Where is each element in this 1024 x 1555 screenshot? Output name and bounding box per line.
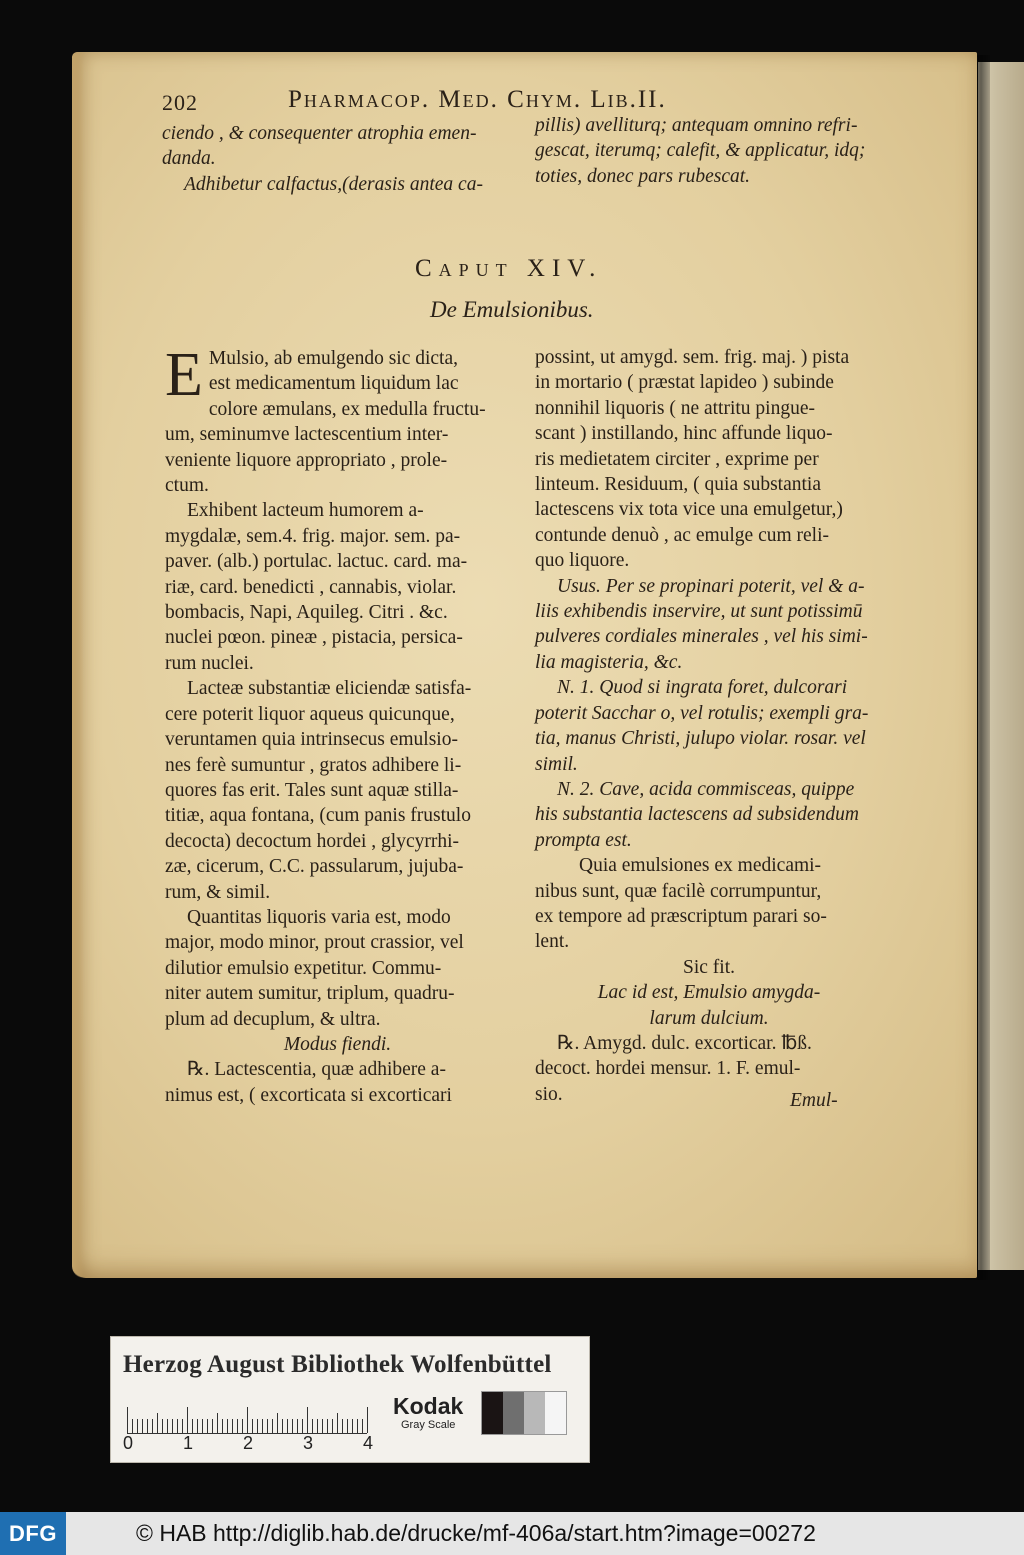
ruler-tick	[222, 1419, 223, 1433]
library-name: Herzog August Bibliothek Wolfenbüttel	[123, 1351, 552, 1378]
chapter-title: Caput XIV.	[415, 255, 603, 282]
text-line: ctum.	[165, 475, 209, 497]
ruler-number: 4	[363, 1433, 374, 1453]
text-line: danda.	[162, 148, 216, 170]
text-line: decocta) decoctum hordei , glycyrrhi-	[165, 830, 459, 852]
ruler-tick	[227, 1419, 228, 1433]
text-line: colore æmulans, ex medulla fructu-	[208, 398, 486, 420]
text-line: N. 2. Cave, acida commisceas, quippe	[557, 778, 855, 800]
section-heading: Sic fit.	[683, 956, 735, 978]
running-title: Pharmacop. Med. Chym. Lib.II.	[288, 86, 667, 113]
text-line: toties, donec pars rubescat.	[535, 165, 751, 187]
ruler-tick	[147, 1419, 148, 1433]
text-line: bombacis, Napi, Aquileg. Citri . &c.	[165, 602, 448, 624]
drop-cap: E	[165, 341, 203, 409]
ruler-tick	[317, 1419, 318, 1433]
text-line: riæ, card. benedicti , cannabis, violar.	[165, 576, 457, 598]
text-line: gescat, iterumq; calefit, & applicatur, idq;	[535, 140, 866, 162]
ruler-tick	[332, 1419, 333, 1433]
recipe-title: Lac id est, Emulsio amygda-	[597, 982, 821, 1004]
ruler-tick	[127, 1407, 128, 1433]
text-line: decoct. hordei mensur. 1. F. emul-	[535, 1058, 801, 1080]
gray-swatch	[524, 1392, 545, 1434]
text-line: niter autem sumitur, triplum, quadru-	[165, 983, 455, 1005]
page-edge	[72, 52, 84, 1278]
catchword: Emul-	[790, 1090, 838, 1111]
text-line: Lacteæ substantiæ eliciendæ satisfa-	[187, 678, 472, 700]
text-line: ℞. Lactescentia, quæ adhibere a-	[187, 1059, 446, 1081]
text-line: Exhibent lacteum humorem a-	[187, 500, 424, 522]
text-line: Adhibetur calfactus,(derasis antea ca-	[184, 173, 483, 195]
footer-credit-url[interactable]: © HAB http://diglib.hab.de/drucke/mf-406a/start.htm?image=00272	[136, 1520, 816, 1546]
ruler-tick	[132, 1419, 133, 1433]
text-line: nonnihil liquoris ( ne attritu pingue-	[535, 397, 815, 419]
ruler-tick	[167, 1419, 168, 1433]
ruler-tick	[177, 1419, 178, 1433]
text-line: veruntamen quia intrinsecus emulsio-	[165, 729, 458, 751]
ruler-tick	[197, 1419, 198, 1433]
text-line: simil.	[535, 753, 578, 775]
text-line: major, modo minor, prout crassior, vel	[165, 932, 464, 954]
ruler-tick	[257, 1419, 258, 1433]
ruler-tick	[347, 1419, 348, 1433]
ruler-tick	[287, 1419, 288, 1433]
ruler-tick	[302, 1419, 303, 1433]
ruler-number: 1	[183, 1433, 194, 1453]
gray-swatch	[482, 1392, 503, 1434]
text-line: plum ad decuplum, & ultra.	[165, 1008, 381, 1030]
text-line: est medicamentum liquidum lac	[208, 373, 459, 395]
ruler-tick	[262, 1419, 263, 1433]
ruler-tick	[352, 1419, 353, 1433]
ruler-tick	[202, 1419, 203, 1433]
gray-swatch	[503, 1392, 524, 1434]
text-line: um, seminumve lactescentium inter-	[165, 424, 449, 446]
text-line: rum nuclei.	[165, 652, 254, 674]
ruler-tick	[182, 1419, 183, 1433]
dfg-logo[interactable]: DFG	[0, 1512, 66, 1555]
text-line: sio.	[535, 1083, 563, 1105]
text-line: mygdalæ, sem.4. frig. major. sem. pa-	[165, 525, 461, 547]
right-column	[535, 345, 883, 1107]
text-line: poterit Sacchar o, vel rotulis; exempli gra-	[535, 702, 869, 724]
footer-bar	[0, 1512, 1024, 1555]
ruler-tick	[307, 1407, 308, 1433]
text-line: quo liquore.	[535, 550, 630, 572]
text-line: in mortario ( præstat lapideo ) subinde	[535, 372, 834, 394]
ruler-tick	[157, 1413, 158, 1433]
ruler-tick	[252, 1419, 253, 1433]
left-column	[165, 341, 510, 1108]
ruler-tick	[207, 1419, 208, 1433]
ruler-tick	[142, 1419, 143, 1433]
ruler-tick	[357, 1419, 358, 1433]
ruler-tick	[337, 1413, 338, 1433]
ruler-tick	[272, 1419, 273, 1433]
ruler-tick	[162, 1419, 163, 1433]
text-line: veniente liquore appropriato , prole-	[165, 449, 448, 471]
text-line: Usus. Per se propinari poterit, vel & a-	[557, 575, 865, 597]
text-line: nimus est, ( excorticata si excorticari	[165, 1084, 452, 1106]
ruler-number: 3	[303, 1433, 314, 1453]
text-line: contunde denuò , ac emulge cum reli-	[535, 524, 830, 546]
ruler-tick	[172, 1419, 173, 1433]
gray-scale-swatches	[481, 1391, 567, 1435]
text-line: Quantitas liquoris varia est, modo	[187, 906, 451, 928]
ruler-tick	[297, 1419, 298, 1433]
text-line: N. 1. Quod si ingrata foret, dulcorari	[557, 677, 848, 699]
text-line: scant ) instillando, hinc affunde liquo-	[535, 423, 833, 445]
ruler-tick	[232, 1419, 233, 1433]
ruler-tick	[137, 1419, 138, 1433]
gray-scale-label: Gray Scale	[401, 1419, 456, 1431]
library-label-card	[110, 1336, 590, 1463]
text-line: ciendo , & consequenter atrophia emen-	[162, 123, 477, 144]
gray-swatch	[545, 1392, 566, 1434]
ruler-tick	[247, 1407, 248, 1433]
ruler-tick	[282, 1419, 283, 1433]
text-line: Mulsio, ab emulgendo sic dicta,	[208, 348, 458, 369]
text-line: nes ferè sumuntur , gratos adhibere li-	[165, 754, 462, 776]
text-line: rum, & simil.	[165, 881, 271, 903]
chapter-subtitle: De Emulsionibus.	[430, 297, 594, 322]
text-line: Quia emulsiones ex medicami-	[579, 855, 822, 877]
text-line: lactescens vix tota vice una emulgetur,)	[535, 499, 843, 521]
text-line: pillis) avelliturq; antequam omnino refri-	[535, 115, 858, 136]
text-line: pulveres cordiales minerales , vel his simi-	[535, 626, 868, 648]
ruler-tick	[212, 1419, 213, 1433]
ruler-tick	[192, 1419, 193, 1433]
top-left-text	[162, 121, 497, 197]
text-line: quores fas erit. Tales sunt aquæ stilla-	[165, 779, 459, 801]
ruler-tick	[237, 1419, 238, 1433]
text-line: zæ, cicerum, C.C. passularum, jujuba-	[165, 856, 464, 878]
text-line: nibus sunt, quæ facilè corrumpuntur,	[535, 880, 822, 902]
text-line: paver. (alb.) portulac. lactuc. card. ma-	[165, 551, 468, 573]
section-heading: Modus fiendi.	[283, 1033, 392, 1055]
text-line: his substantia lactescens ad subsidendum	[535, 804, 859, 826]
kodak-logo: Kodak	[393, 1393, 464, 1419]
text-line: liis exhibendis inservire, ut sunt potissimū	[535, 601, 863, 623]
ruler-tick	[217, 1413, 218, 1433]
ruler-tick	[312, 1419, 313, 1433]
text-line: ℞. Amygd. dulc. excorticar. ℔ß.	[557, 1032, 812, 1054]
text-line: lent.	[535, 931, 570, 953]
text-line: prompta est.	[535, 829, 632, 851]
text-line: nuclei pœon. pineæ , pistacia, persica-	[165, 627, 463, 649]
text-line: linteum. Residuum, ( quia substantia	[535, 474, 821, 496]
text-line: ris medietatem circiter , exprime per	[535, 448, 819, 470]
ruler-tick	[342, 1419, 343, 1433]
ruler-tick	[322, 1419, 323, 1433]
text-line: titiæ, aqua fontana, (cum panis frustulo	[165, 805, 471, 827]
text-line: dilutior emulsio expetitur. Commu-	[165, 957, 442, 979]
text-line: ex tempore ad præscriptum parari so-	[535, 905, 827, 927]
ruler-tick	[187, 1407, 188, 1433]
text-line: cere poterit liquor aqueus quicunque,	[165, 703, 455, 725]
top-right-text	[535, 113, 880, 189]
ruler-number: 2	[243, 1433, 254, 1453]
ruler-tick	[292, 1419, 293, 1433]
ruler-tick	[277, 1413, 278, 1433]
page-number: 202	[162, 90, 198, 115]
text-line: possint, ut amygd. sem. frig. maj. ) pista	[535, 347, 850, 368]
ruler-tick	[362, 1419, 363, 1433]
text-line: lia magisteria, &c.	[535, 651, 683, 673]
ruler-tick	[267, 1419, 268, 1433]
ruler-tick	[152, 1419, 153, 1433]
recipe-title: larum dulcium.	[649, 1007, 769, 1029]
ruler-tick	[327, 1419, 328, 1433]
text-line: tia, manus Christi, julupo violar. rosar. vel	[535, 728, 866, 750]
ruler-number: 0	[123, 1433, 134, 1453]
ruler-tick	[242, 1419, 243, 1433]
ruler-tick	[367, 1407, 368, 1433]
